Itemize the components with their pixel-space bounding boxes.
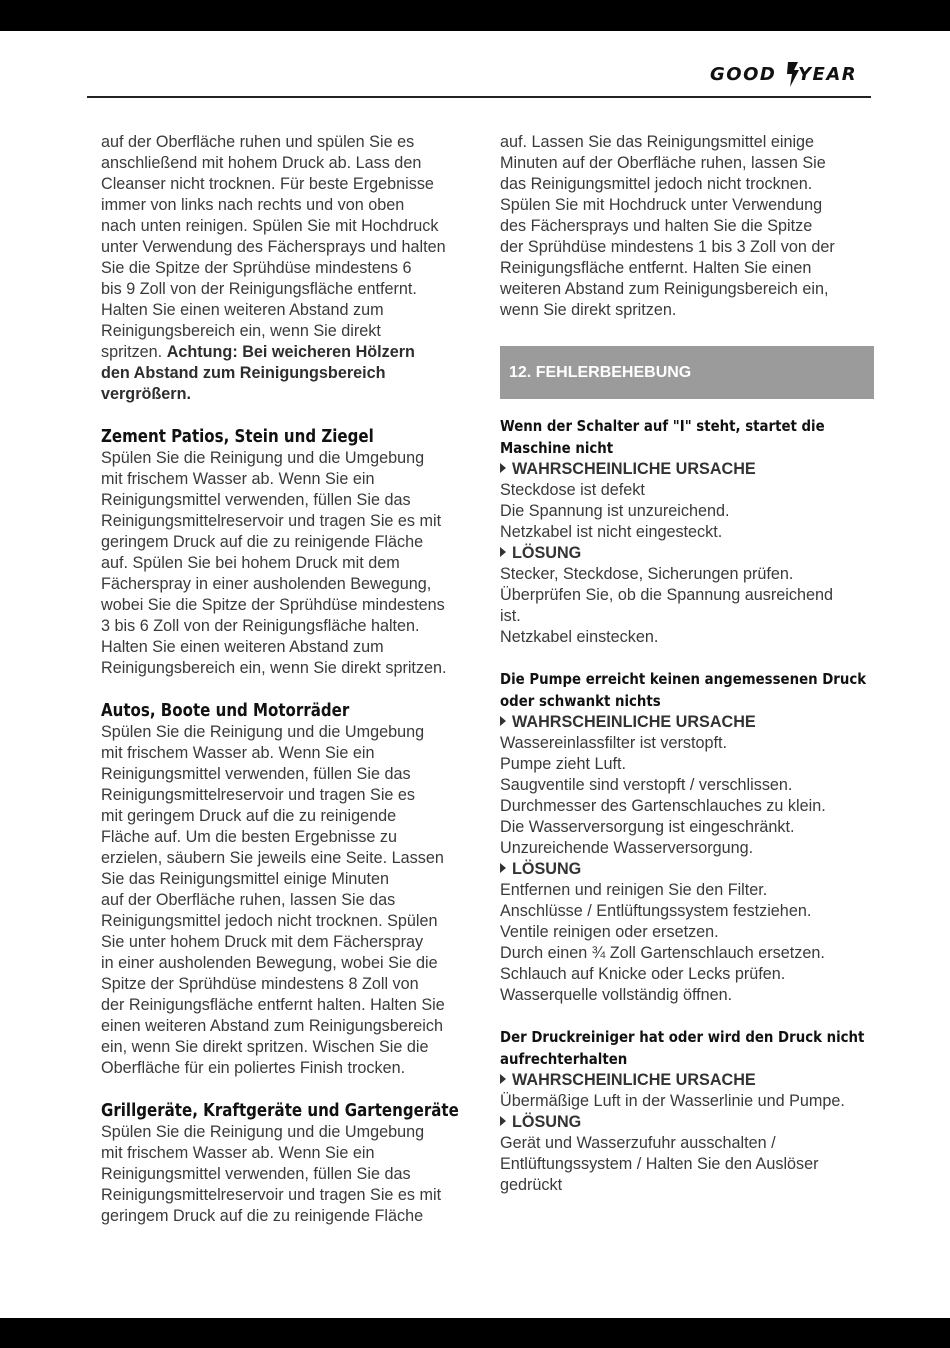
text-line: ein, wenn Sie direkt spritzen. Wischen Sie die <box>101 1038 429 1056</box>
cause-label: WAHRSCHEINLICHE URSACHE <box>500 1070 880 1091</box>
solution-item: Ventile reinigen oder ersetzen. <box>500 923 719 941</box>
text-line: in einer ausholenden Bewegung, wobei Sie die <box>101 954 438 972</box>
cause-item: Die Spannung ist unzureichend. <box>500 502 730 520</box>
text-line: 3 bis 6 Zoll von der Reinigungsfläche halten. <box>101 617 420 635</box>
cause-item: Durchmesser des Gartenschlauches zu klein. <box>500 797 826 815</box>
text-line: nach unten reinigen. Spülen Sie mit Hochdruck <box>101 217 439 235</box>
cause-item: Übermäßige Luft in der Wasserlinie und Pumpe. <box>500 1092 845 1110</box>
top-black-bar <box>0 0 950 31</box>
text-line <box>101 342 483 363</box>
text-line: auf der Oberfläche ruhen und spülen Sie es <box>101 133 415 151</box>
brand-right-text: YEAR <box>798 64 858 85</box>
triangle-right-icon <box>500 1074 506 1084</box>
triangle-right-icon <box>500 463 506 473</box>
solution-item: Entlüftungssystem / Halten Sie den Auslöser <box>500 1155 819 1173</box>
text-line: Spülen Sie die Reinigung und die Umgebung <box>101 723 425 741</box>
solution-item: Entfernen und reinigen Sie den Filter. <box>500 881 768 899</box>
solution-item: Durch einen ¾ Zoll Gartenschlauch ersetzen. <box>500 944 825 962</box>
section-title-bar: 12. FEHLERBEHEBUNG <box>500 346 874 399</box>
left-column <box>101 132 483 1227</box>
section-heading: Autos, Boote und Motorräder <box>101 701 350 721</box>
triangle-right-icon <box>500 1116 506 1126</box>
text-line: auf. Spülen Sie bei hohem Druck mit dem <box>101 554 400 572</box>
text-line: Oberfläche für ein poliertes Finish trocken. <box>101 1059 406 1077</box>
cause-label: WAHRSCHEINLICHE URSACHE <box>500 712 880 733</box>
cause-item: Pumpe zieht Luft. <box>500 755 626 773</box>
text-line: Reinigungsmittelreservoir und tragen Sie es <box>101 786 416 804</box>
problem-title: Maschine nicht <box>500 439 614 457</box>
section-body <box>101 722 483 1079</box>
text-line: Reinigungsfläche entfernt. Halten Sie einen <box>500 259 812 277</box>
warning-text: den Abstand zum Reinigungsbereich <box>101 364 386 382</box>
text-line: mit frischem Wasser ab. Wenn Sie ein <box>101 1144 375 1162</box>
text-line: Spülen Sie mit Hochdruck unter Verwendung <box>500 196 823 214</box>
text-line: Sie das Reinigungsmittel einige Minuten <box>101 870 389 888</box>
text-line: unter Verwendung des Fächersprays und halten <box>101 238 446 256</box>
solution-item: Überprüfen Sie, ob die Spannung ausreichend <box>500 586 833 604</box>
cause-item: Netzkabel ist nicht eingesteckt. <box>500 523 723 541</box>
right-intro <box>500 132 880 321</box>
text-line: Reinigungsmittel verwenden, füllen Sie das <box>101 491 411 509</box>
problem-block <box>500 1026 880 1196</box>
solution-item: Schlauch auf Knicke oder Lecks prüfen. <box>500 965 786 983</box>
solution-item: Netzkabel einstecken. <box>500 628 659 646</box>
text-line: bis 9 Zoll von der Reinigungsfläche entfernt. <box>101 280 417 298</box>
text-line: Halten Sie einen weiteren Abstand zum <box>101 638 384 656</box>
text-line: Spülen Sie die Reinigung und die Umgebung <box>101 1123 425 1141</box>
solution-item: ist. <box>500 607 521 625</box>
text-line: Cleanser nicht trocknen. Für beste Ergebnisse <box>101 175 434 193</box>
text-line: einen weiteren Abstand zum Reinigungsbereich <box>101 1017 443 1035</box>
problem-title: Wenn der Schalter auf "I" steht, startet die <box>500 417 825 435</box>
text-line: Minuten auf der Oberfläche ruhen, lassen Sie <box>500 154 826 172</box>
cause-item: Die Wasserversorgung ist eingeschränkt. <box>500 818 795 836</box>
left-intro <box>101 132 483 405</box>
text-line: mit frischem Wasser ab. Wenn Sie ein <box>101 744 375 762</box>
text-line: Reinigungsmittel verwenden, füllen Sie das <box>101 1165 411 1183</box>
solution-label: LÖSUNG <box>500 859 880 880</box>
text-line: erzielen, säubern Sie jeweils eine Seite. Lassen <box>101 849 444 867</box>
section-heading: Grillgeräte, Kraftgeräte und Gartengeräte <box>101 1101 459 1121</box>
text-line: der Sprühdüse mindestens 1 bis 3 Zoll von der <box>500 238 835 256</box>
triangle-right-icon <box>500 716 506 726</box>
text-line: Halten Sie einen weiteren Abstand zum <box>101 301 384 319</box>
text-line: Reinigungsmittel jedoch nicht trocknen. Spülen <box>101 912 438 930</box>
text-line: wenn Sie direkt spritzen. <box>500 301 677 319</box>
solution-item: Stecker, Steckdose, Sicherungen prüfen. <box>500 565 794 583</box>
problem-title: Der Druckreiniger hat oder wird den Druck nicht <box>500 1028 865 1046</box>
text-line: Spülen Sie die Reinigung und die Umgebung <box>101 449 425 467</box>
problem-title: oder schwankt nichts <box>500 692 661 710</box>
solution-item: gedrückt <box>500 1176 563 1194</box>
text-line: des Fächersprays und halten Sie die Spitze <box>500 217 813 235</box>
triangle-right-icon <box>500 863 506 873</box>
text-line: Spitze der Sprühdüse mindestens 8 Zoll von <box>101 975 419 993</box>
text-line: das Reinigungsmittel jedoch nicht trocknen. <box>500 175 813 193</box>
text-line: geringem Druck auf die zu reinigende Fläche <box>101 1207 424 1225</box>
text-line: wobei Sie die Spitze der Sprühdüse mindestens <box>101 596 445 614</box>
problem-title: aufrechterhalten <box>500 1050 628 1068</box>
text-line: mit frischem Wasser ab. Wenn Sie ein <box>101 470 375 488</box>
triangle-right-icon <box>500 547 506 557</box>
cause-item: Unzureichende Wasserversorgung. <box>500 839 754 857</box>
text-line: Reinigungsbereich ein, wenn Sie direkt spritzen. <box>101 659 447 677</box>
text-line: Reinigungsmittel verwenden, füllen Sie das <box>101 765 411 783</box>
text-line: geringem Druck auf die zu reinigende Fläche <box>101 533 424 551</box>
section-heading: Zement Patios, Stein und Ziegel <box>101 427 374 447</box>
text-line: Sie unter hohem Druck mit dem Fächerspray <box>101 933 424 951</box>
right-column <box>500 132 880 1196</box>
text-line: der Reinigungsfläche entfernt halten. Halten Sie <box>101 996 445 1014</box>
cause-label: WAHRSCHEINLICHE URSACHE <box>500 459 880 480</box>
cause-item: Saugventile sind verstopft / verschlissen. <box>500 776 793 794</box>
goodyear-logo <box>706 60 866 90</box>
brand-left-text: GOOD <box>710 64 777 85</box>
text-line: Reinigungsmittelreservoir und tragen Sie es mit <box>101 512 442 530</box>
text-line: immer von links nach rechts und von oben <box>101 196 405 214</box>
solution-item: Wasserquelle vollständig öffnen. <box>500 986 733 1004</box>
text-line: auf. Lassen Sie das Reinigungsmittel einige <box>500 133 815 151</box>
text-line: Fächerspray in einer ausholenden Bewegung, <box>101 575 432 593</box>
section-body <box>101 1122 483 1227</box>
cause-item: Wassereinlassfilter ist verstopft. <box>500 734 727 752</box>
solution-item: Gerät und Wasserzufuhr ausschalten / <box>500 1134 776 1152</box>
solution-label: LÖSUNG <box>500 1112 880 1133</box>
text-line: Reinigungsmittelreservoir und tragen Sie es mit <box>101 1186 442 1204</box>
text-line: mit geringem Druck auf die zu reinigende <box>101 807 397 825</box>
text-plain: spritzen. <box>101 343 167 361</box>
bottom-black-bar <box>0 1318 950 1348</box>
cause-item: Steckdose ist defekt <box>500 481 645 499</box>
section-body <box>101 448 483 679</box>
warning-text: vergrößern. <box>101 385 191 403</box>
solution-item: Anschlüsse / Entlüftungssystem festziehen. <box>500 902 812 920</box>
header-rule <box>87 96 871 98</box>
text-line: auf der Oberfläche ruhen, lassen Sie das <box>101 891 396 909</box>
problem-block <box>500 415 880 648</box>
warning-text: Achtung: Bei weicheren Hölzern <box>166 343 415 361</box>
problem-title: Die Pumpe erreicht keinen angemessenen Druck <box>500 670 867 688</box>
solution-label: LÖSUNG <box>500 543 880 564</box>
text-line: Reinigungsbereich ein, wenn Sie direkt <box>101 322 381 340</box>
text-line: Fläche auf. Um die besten Ergebnisse zu <box>101 828 398 846</box>
text-line: anschließend mit hohem Druck ab. Lass den <box>101 154 422 172</box>
text-line: Sie die Spitze der Sprühdüse mindestens 6 <box>101 259 412 277</box>
text-line: weiteren Abstand zum Reinigungsbereich ein, <box>500 280 829 298</box>
problem-block <box>500 668 880 1006</box>
